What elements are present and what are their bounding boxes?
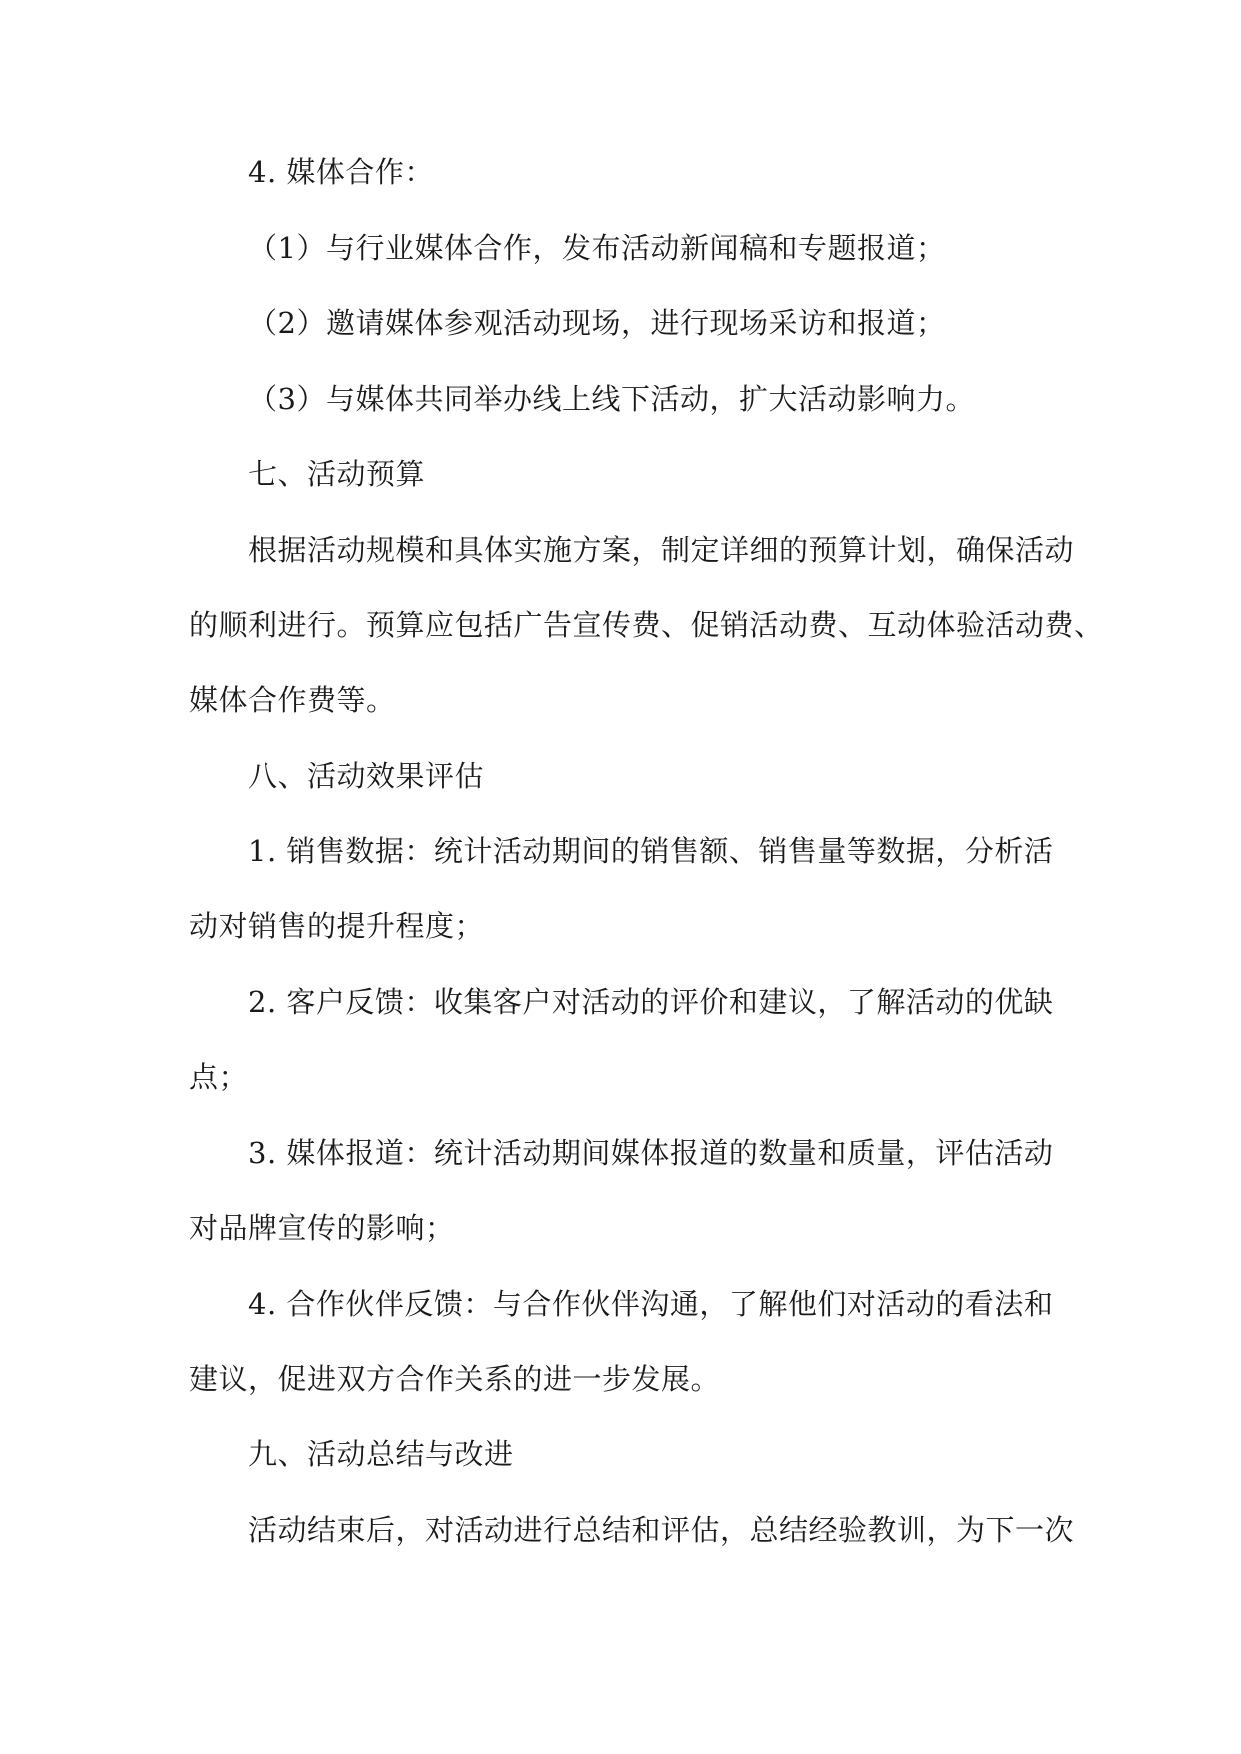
section-heading-budget: 七、活动预算 [248, 457, 426, 491]
paragraph-budget-line-2: 的顺利进行。预算应包括广告宣传费、促销活动费、互动体验活动费、 [189, 608, 1104, 642]
sub-item-3: （3）与媒体共同举办线上线下活动，扩大活动影响力。 [248, 382, 975, 416]
paragraph-budget-line-3: 媒体合作费等。 [189, 683, 396, 717]
list-item-media-reports-line-1: 3. 媒体报道：统计活动期间媒体报道的数量和质量，评估活动 [248, 1136, 1054, 1170]
list-item-customer-feedback-line-2: 点； [189, 1060, 249, 1094]
paragraph-budget-line-1: 根据活动规模和具体实施方案，制定详细的预算计划，确保活动 [248, 533, 1075, 567]
list-item-media-reports-line-2: 对品牌宣传的影响； [189, 1211, 455, 1245]
section-heading-summary: 九、活动总结与改进 [248, 1437, 514, 1471]
list-item-customer-feedback-line-1: 2. 客户反馈：收集客户对活动的评价和建议，了解活动的优缺 [248, 985, 1054, 1019]
list-item-partner-feedback-line-1: 4. 合作伙伴反馈：与合作伙伴沟通，了解他们对活动的看法和 [248, 1287, 1054, 1321]
list-item-sales-data-line-1: 1. 销售数据：统计活动期间的销售额、销售量等数据，分析活 [248, 834, 1054, 868]
list-item-media-cooperation: 4. 媒体合作： [248, 155, 434, 189]
paragraph-summary-line-1: 活动结束后，对活动进行总结和评估，总结经验教训，为下一次 [248, 1513, 1075, 1547]
sub-item-1: （1）与行业媒体合作，发布活动新闻稿和专题报道； [248, 231, 946, 265]
section-heading-evaluation: 八、活动效果评估 [248, 759, 485, 793]
list-item-partner-feedback-line-2: 建议，促进双方合作关系的进一步发展。 [189, 1362, 721, 1396]
sub-item-2: （2）邀请媒体参观活动现场，进行现场采访和报道； [248, 306, 946, 340]
list-item-sales-data-line-2: 动对销售的提升程度； [189, 909, 485, 943]
